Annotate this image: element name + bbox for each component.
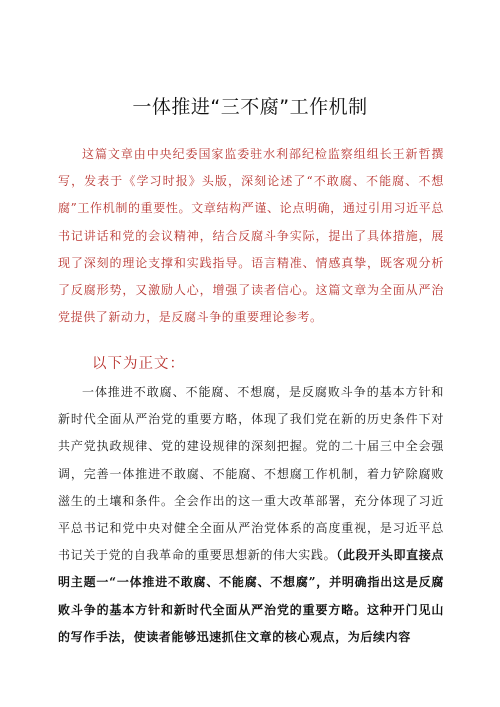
- section-heading: 以下为正文：: [92, 356, 185, 372]
- body-text: 一体推进不敢腐、不能腐、不想腐，是反腐败斗争的基本方针和新时代全面从严治党的重要方略，体现了我们党在新的历史条件下对共产党执政规律、党的建设规律的深刻把握。党的二十届三中全会强调，完善一体推进不敢腐、不能腐、不想腐工作机制，着力铲除腐败滋生的土壤和条件。全会作出的这一重大改革部署，充分体现了习近平总书记和党中央对健全全面从严治党体系的高度重视，是习近平总书记关于党的自我革命的重要思想新的伟大实践。: [58, 385, 444, 563]
- body-paragraph: [58, 379, 444, 651]
- document-title: 一体推进“三不腐”工作机制: [132, 96, 368, 118]
- summary-paragraph: 这篇文章由中央纪委国家监委驻水利部纪检监察组组长王新哲撰写，发表于《学习时报》头版，深刻论述了“不敢腐、不能腐、不想腐”工作机制的重要性。文章结构严谨、论点明确，通过引用习近平总书记讲话和党的会议精神，结合反腐斗争实际，提出了具体措施，展现了深刻的理论支撑和实践指导。语言精准、情感真挚，既客观分析了反腐形势，又激励人心，增强了读者信心。这篇文章为全面从严治党提供了新动力，是反腐斗争的重要理论参考。: [58, 147, 444, 325]
- commentary-text: （此段开头即直接点明主题一“一体推进不敢腐、不能腐、不想腐”，并明确指出这是反腐败斗争的基本方针和新时代全面从严治党的重要方略。这种开门见山的写作手法，使读者能够迅速抓住文章的核心观点，为后续内容: [58, 548, 445, 644]
